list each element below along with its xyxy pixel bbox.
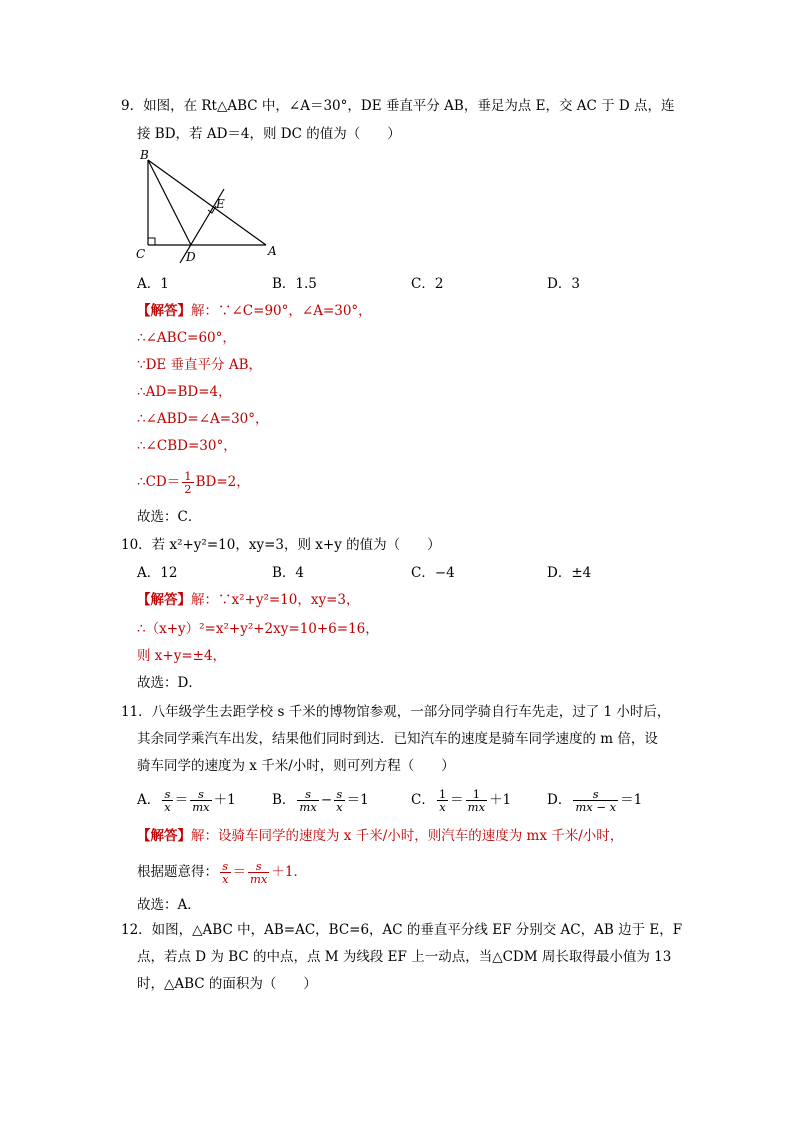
q11-stem-line1: 11．八年级学生去距学校 s 千米的博物馆参观，一部分同学骑自行车先走，过了 1 小时后， [121,704,671,720]
q9-triangle-figure [136,145,286,267]
q12-stem-line3: 时，△ABC 的面积为（ ） [137,976,317,992]
q9-stem-line1: 9．如图，在 Rt△ABC 中，∠A＝30°，DE 垂直平分 AB，垂足为点 E，交 AC 于 D 点，连 [121,98,675,114]
q9-answer-line6: ∴∠CBD=30°， [137,438,237,454]
q9-answer-line5: ∴∠ABD=∠A=30°， [137,411,269,427]
q9-answer-line3: ∵DE 垂直平分 AB， [137,357,263,373]
q9-option-c: C．2 [411,276,444,292]
fig-label-e: E [216,197,225,211]
q11-answer-line2: 根据题意得： $\frac{s}{x}$ ＝ $\frac{s}{mx}$ ＋1． [137,859,307,886]
q9-stem-line2: 接 BD，若 AD＝4，则 DC 的值为（ ） [137,126,401,142]
fig-label-d: D [186,250,196,264]
q11-option-d: D． $\frac{s}{mx - x}$ ＝1 [547,787,643,814]
q10-option-d: D．±4 [547,565,592,581]
q12-stem-line1: 12．如图，△ABC 中，AB=AC，BC=6，AC 的垂直平分线 EF 分别交 AC，AB 边于 E，F [121,922,683,938]
q11-answer-line1: 【解答】解：设骑车同学的速度为 x 千米/小时，则汽车的速度为 mx 千米/小时， [137,828,624,844]
q9-answer-choice: 故选：C． [137,509,202,525]
q9-option-d: D．3 [547,276,580,292]
q11-option-b: B． $\frac{s}{mx}$ − $\frac{s}{x}$ ＝1 [272,787,369,814]
q10-option-a: A．12 [137,565,178,581]
q11-stem-line3: 骑车同学的速度为 x 千米/小时，则可列方程（ ） [137,758,455,774]
q11-option-a: A． $\frac{s}{x}$ ＝ $\frac{s}{mx}$ ＋1 [137,787,236,814]
q10-option-c: C．−4 [411,565,455,581]
q11-answer-choice: 故选：A． [137,897,201,913]
q9-answer-line7: ∴CD＝ $\frac{1}{2}$ BD=2， [137,469,250,496]
q9-answer-line1: 【解答】解：∵∠C=90°，∠A=30°， [137,303,372,319]
q11-option-c: C． $\frac{1}{x}$ ＝ $\frac{1}{mx}$ ＋1 [411,787,512,814]
q9-option-b: B．1.5 [272,276,317,292]
q10-answer-line3: 则 x+y=±4， [137,648,227,664]
q9-answer-line4: ∴AD=BD=4， [137,384,232,400]
q10-stem: 10．若 x²+y²=10，xy=3，则 x+y 的值为（ ） [121,537,441,553]
q9-answer-line2: ∴∠ABC=60°， [137,330,236,346]
fig-label-c: C [136,247,146,261]
q12-stem-line2: 点，若点 D 为 BC 的中点，点 M 为线段 EF 上一动点，当△CDM 周长取得最小值为 13 [137,949,672,965]
q11-stem-line2: 其余同学乘汽车出发，结果他们同时到达．已知汽车的速度是骑车同学速度的 m 倍，设 [137,731,658,747]
q9-option-a: A．1 [137,276,169,292]
q10-option-b: B．4 [272,565,305,581]
q10-answer-choice: 故选：D． [137,675,202,691]
q10-answer-line2: ∴（x+y）²=x²+y²+2xy=10+6=16， [137,621,379,637]
fig-label-a: A [268,244,277,258]
answer-tag: 【解答】 [137,303,191,319]
q10-answer-line1: 【解答】解：∵x²+y²=10，xy=3， [137,592,360,608]
fig-label-b: B [140,148,149,162]
